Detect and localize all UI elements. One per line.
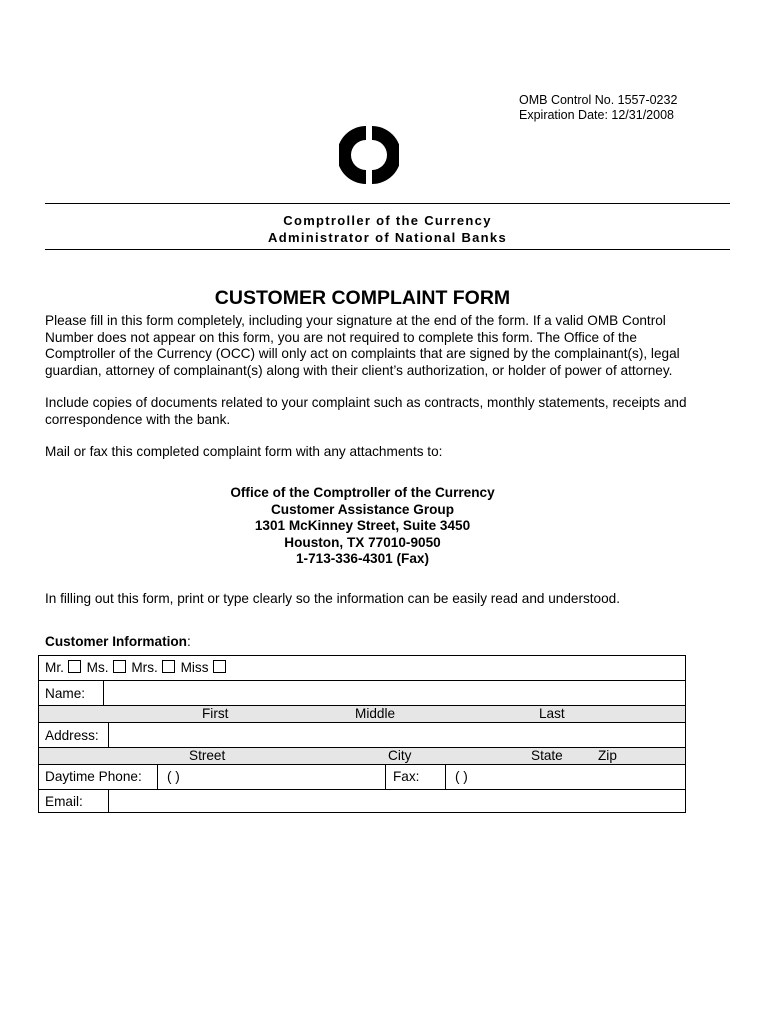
- omb-control-number: OMB Control No. 1557-0232: [519, 93, 678, 107]
- salutation-mr-label: Mr.: [45, 660, 64, 675]
- address-city-label: City: [388, 748, 412, 763]
- address-line-city: Houston, TX 77010-9050: [284, 534, 441, 550]
- name-field[interactable]: [104, 681, 686, 705]
- address-sublabel-band: [39, 748, 685, 764]
- fax-field-divider: [445, 764, 446, 789]
- mailing-address: [45, 485, 680, 568]
- daytime-phone-label: Daytime Phone:: [45, 769, 142, 784]
- address-line-office: Office of the Comptroller of the Currency: [230, 485, 495, 500]
- address-line-group: Customer Assistance Group: [270, 501, 455, 517]
- daytime-phone-field[interactable]: ( ): [167, 769, 180, 784]
- phone-field-divider: [157, 764, 158, 789]
- email-field[interactable]: [109, 790, 686, 813]
- address-line-fax: 1-713-336-4301 (Fax): [296, 551, 429, 566]
- agency-name: Comptroller of the Currency: [283, 213, 492, 228]
- salutation-ms-checkbox[interactable]: [113, 660, 126, 673]
- address-zip-label: Zip: [598, 748, 617, 763]
- salutation-mrs-label: Mrs.: [131, 660, 158, 675]
- salutation-row: [45, 660, 228, 675]
- fax-field[interactable]: ( ): [455, 769, 468, 784]
- salutation-mrs-checkbox[interactable]: [162, 660, 175, 673]
- occ-logo-icon: [339, 122, 399, 188]
- address-street-label: Street: [189, 748, 226, 763]
- address-state-label: State: [531, 748, 563, 763]
- customer-information-heading: Customer Information:: [45, 634, 191, 649]
- salutation-mr-checkbox[interactable]: [68, 660, 81, 673]
- agency-subtitle: Administrator of National Banks: [268, 230, 507, 245]
- instructions-paragraph-2: Include copies of documents related to your complaint such as contracts, monthly statements, receipts and correspondence with the bank.: [45, 395, 687, 427]
- salutation-ms-label: Ms.: [86, 660, 109, 675]
- header-rule-top: [45, 203, 730, 204]
- fax-label: Fax:: [393, 769, 420, 784]
- address-label: Address:: [45, 728, 99, 743]
- name-label: Name:: [45, 686, 86, 701]
- name-first-label: First: [202, 706, 229, 721]
- address-line-street: 1301 McKinney Street, Suite 3450: [254, 518, 471, 533]
- fax-label-divider: [385, 764, 386, 789]
- email-label: Email:: [45, 794, 83, 809]
- expiration-date: Expiration Date: 12/31/2008: [519, 108, 674, 122]
- name-last-label: Last: [539, 706, 565, 721]
- header-rule-bottom: [45, 249, 730, 250]
- name-middle-label: Middle: [355, 706, 396, 721]
- instructions-paragraph-1: Please fill in this form completely, including your signature at the end of the form. If a valid OMB Control Number does not appear on this form, you are not required to complete this form. The Office of the Comptroller of the Currency (OCC) will only act on complaints that are signed by the complainant(s), legal guardian, attorney of complainant(s) along with their client’s authorization, or holder of power of attorney.: [45, 313, 680, 378]
- salutation-miss-checkbox[interactable]: [213, 660, 226, 673]
- form-divider: [39, 764, 685, 765]
- form-title: CUSTOMER COMPLAINT FORM: [214, 287, 511, 309]
- omb-info: [519, 93, 677, 123]
- address-field[interactable]: [109, 723, 686, 747]
- salutation-miss-label: Miss: [180, 660, 209, 675]
- instructions-paragraph-3: Mail or fax this completed complaint form with any attachments to:: [45, 444, 443, 459]
- instructions-paragraph-4: In filling out this form, print or type clearly so the information can be easily read and understood.: [45, 591, 621, 606]
- customer-information-form: [38, 655, 686, 813]
